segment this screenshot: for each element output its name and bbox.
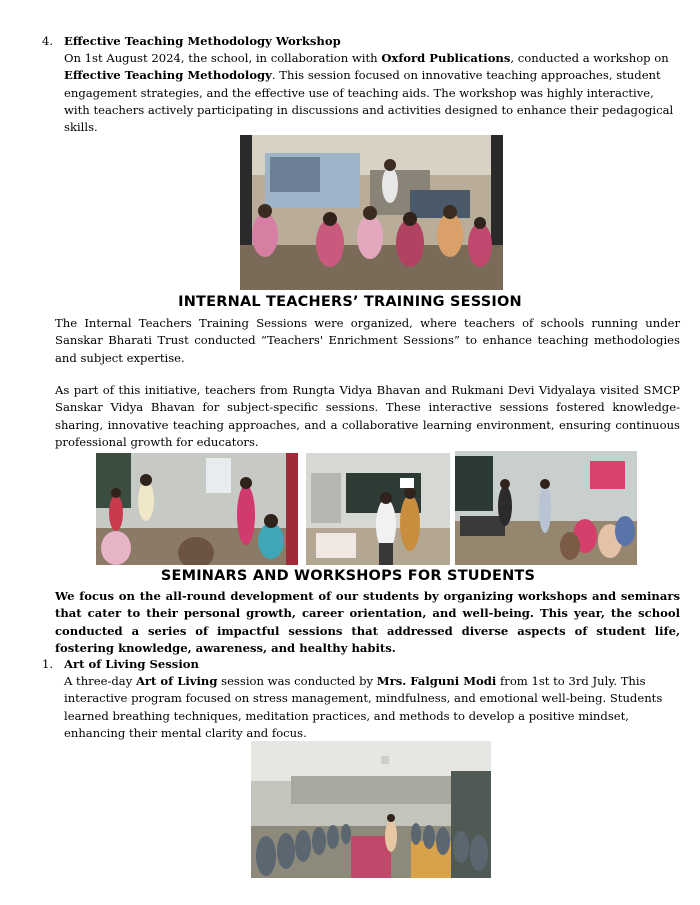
text-run: , conducted a workshop on (510, 51, 669, 65)
section-4-title-text: Effective Teaching Methodology Workshop (64, 34, 341, 48)
section-4-title (64, 33, 684, 50)
workshop-photo (240, 135, 503, 290)
training-photo-3 (455, 451, 637, 565)
art-of-living-photo (251, 741, 491, 878)
text-run: from 1st to 3rd July. This interactive program focused on stress management, mindfulness, and emotional well-being. Students learned breathing techniques, meditation practices, and methods to develop a positive mindset, enhancing their mental clarity and focus. (64, 674, 663, 740)
seminars-heading: SEMINARS AND WORKSHOPS FOR STUDENTS (160, 568, 536, 584)
art-of-living-bold: Art of Living (135, 674, 218, 688)
instructor-name: Mrs. Falguni Modi (376, 674, 497, 688)
text-run: A three-day (64, 674, 136, 688)
oxford-publications-text: Oxford Publications (381, 51, 511, 65)
section-4-number: 4. (42, 34, 54, 48)
internal-training-heading: INTERNAL TEACHERS’ TRAINING SESSION (178, 294, 522, 310)
art-of-living-paragraph (64, 673, 676, 742)
internal-paragraph-1: The Internal Teachers Training Sessions were organized, where teachers of schools running under Sanskar Bharati Trust conducted “Teachers' Enrichment Sessions” to enhance teaching methodologies and subject expertise. (55, 316, 680, 365)
text-run: On 1st August 2024, the school, in collaboration with (64, 51, 382, 65)
seminars-intro: We focus on the all-round development of our students by organizing workshops and seminars that cater to their personal growth, career orientation, and well-being. This year, the school conducted a series of impactful sessions that addressed diverse aspects of student life, fostering knowledge, awareness, and healthy habits. (55, 589, 680, 655)
training-photo-2 (306, 453, 450, 565)
section-4-paragraph (64, 50, 682, 136)
art-of-living-title (64, 656, 684, 673)
text-run: . This session focused on innovative teaching approaches, student engagement strategies, and the effective use of teaching aids. The workshop was highly interactive, with teachers actively participating in discussions and activities designed to enhance their pedagogical skills. (64, 68, 674, 135)
art-of-living-title-text: Art of Living Session (64, 657, 199, 671)
art-of-living-number: 1. (42, 657, 54, 671)
training-photo-1 (96, 453, 298, 565)
internal-paragraph-2: As part of this initiative, teachers from Rungta Vidya Bhavan and Rukmani Devi Vidyalaya visited SMCP Sanskar Vidya Bhavan for subject-specific sessions. These interactive sessions fostered knowledge-sharing, innovative teaching approaches, and a collaborative learning environment, ensuring continuous professional growth for educators. (55, 383, 680, 449)
methodology-text: Effective Teaching Methodology (64, 68, 272, 83)
text-run: session was conducted by (217, 674, 377, 688)
